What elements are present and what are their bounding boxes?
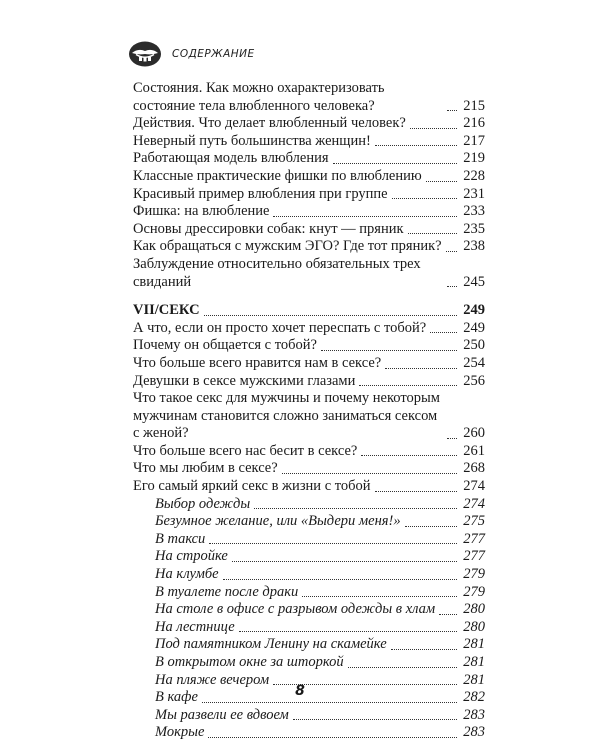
toc-entry-page: 245	[463, 273, 485, 290]
dot-leader	[375, 145, 457, 146]
toc-entry-page: 254	[463, 354, 485, 371]
toc-entry-page: 235	[463, 220, 485, 237]
toc-entry-title: Под памятником Ленину на скамейке	[155, 636, 387, 653]
toc-entry-title: Безумное желание, или «Выдери меня!»	[155, 513, 401, 530]
dot-leader	[282, 473, 457, 474]
toc-entry-title: В кафе	[155, 689, 198, 706]
toc-entry-page: 280	[463, 601, 485, 618]
dot-leader	[273, 216, 457, 217]
toc-entry-page: 281	[463, 636, 485, 653]
toc-entry	[133, 584, 485, 602]
toc-entry-page: 216	[463, 115, 485, 132]
dot-leader	[439, 614, 457, 615]
toc-entry-title: В открытом окне за шторкой	[155, 654, 344, 670]
dot-leader	[430, 332, 457, 333]
toc-entry	[133, 115, 485, 133]
page-number: 8	[295, 683, 305, 699]
dot-leader	[405, 526, 457, 527]
toc-entry	[133, 601, 485, 619]
toc-entry	[133, 566, 485, 584]
toc-entry-title: Выбор одежды	[155, 495, 251, 512]
toc-entry	[133, 724, 485, 742]
dot-leader	[410, 128, 457, 129]
toc-entry-title: Как обращаться с мужским ЭГО? Где тот пряник?	[133, 238, 442, 255]
toc-entry	[133, 654, 485, 672]
toc-entry-title: Что такое секс для мужчины и почему некоторым мужчинам становится сложно заниматься сексом с женой?	[133, 390, 440, 442]
toc-entry	[133, 496, 485, 514]
dot-leader	[254, 508, 457, 509]
toc-entry-page: 261	[463, 442, 485, 459]
toc-entry-title: Что мы любим в сексе?	[133, 460, 278, 477]
toc-entry-title: Основы дрессировки собак: кнут — пряник	[133, 220, 404, 237]
dot-leader	[392, 198, 457, 199]
lips-logo-icon	[128, 40, 162, 68]
dot-leader	[333, 163, 457, 164]
toc-entry	[133, 478, 485, 496]
dot-leader	[361, 455, 457, 456]
toc-entry	[133, 320, 485, 338]
toc-entry-page: 281	[463, 671, 485, 688]
toc-entry-title: Состояния. Как можно охарактеризовать состояние тела влюбленного человека?	[133, 80, 385, 114]
dot-leader	[348, 667, 457, 668]
toc-entry-title: Мы развели ее вдвоем	[155, 706, 289, 723]
toc-entry-title: Классные практические фишки по влюблению	[133, 167, 422, 184]
toc-entry-title: Действия. Что делает влюбленный человек?	[133, 115, 406, 132]
toc-entry	[133, 636, 485, 654]
toc-entry	[133, 707, 485, 725]
toc-entry	[133, 80, 485, 115]
toc-entry	[133, 373, 485, 391]
toc-entry	[133, 203, 485, 221]
toc-entry-title: На клумбе	[155, 566, 219, 583]
dot-leader	[208, 737, 457, 738]
dot-leader	[375, 491, 457, 492]
toc-entry	[133, 531, 485, 549]
toc-entry-title: Красивый пример влюбления при группе	[133, 185, 388, 202]
toc-entry-page: 277	[463, 548, 485, 565]
toc-entry-title: Фишка: на влюбление	[133, 203, 270, 220]
toc-entry-page: 256	[463, 372, 485, 389]
toc-entry-title: Его самый яркий секс в жизни с тобой	[133, 478, 371, 495]
toc-entry-page: 275	[463, 513, 485, 530]
toc-entry-title: Заблуждение относительно обязательных трех свиданий	[133, 255, 421, 290]
toc-entry-page: 281	[463, 654, 485, 670]
toc-entry	[133, 460, 485, 478]
toc-entry-page: 228	[463, 167, 485, 184]
dot-leader	[446, 251, 457, 252]
dot-leader	[209, 543, 457, 544]
dot-leader	[204, 315, 457, 316]
toc-entry	[133, 302, 485, 320]
toc-entry-title: Почему он общается с тобой?	[133, 337, 317, 354]
toc-entry-page: 277	[463, 530, 485, 547]
toc-entry-title: Девушки в сексе мужскими глазами	[133, 372, 356, 389]
toc-entry-page: 231	[463, 185, 485, 202]
dot-leader	[202, 702, 457, 703]
toc-entry-page: 280	[463, 618, 485, 635]
toc-entry-title: Работающая модель влюбления	[133, 150, 329, 167]
toc-entry-page: 249	[463, 302, 485, 319]
dot-leader	[293, 719, 457, 720]
table-of-contents	[133, 80, 485, 742]
toc-entry-page: 283	[463, 706, 485, 723]
toc-entry-page: 260	[463, 425, 485, 442]
toc-entry	[133, 337, 485, 355]
toc-entry-title: А что, если он просто хочет переспать с тобой?	[133, 319, 427, 336]
toc-entry-title: Неверный путь большинства женщин!	[133, 132, 371, 149]
toc-entry-title: На столе в офисе с разрывом одежды в хлам	[155, 601, 436, 618]
header-title: СОДЕРЖАНИЕ	[172, 48, 255, 60]
toc-entry-title: Мокрые	[155, 724, 205, 741]
toc-entry-page: 279	[463, 566, 485, 583]
toc-entry-title: В такси	[155, 530, 206, 547]
toc-entry	[133, 238, 485, 256]
toc-entry-page: 238	[463, 238, 485, 255]
toc-entry	[133, 133, 485, 151]
toc-entry	[133, 355, 485, 373]
page-header	[128, 40, 255, 68]
dot-leader	[321, 350, 457, 351]
dot-leader	[447, 438, 457, 439]
toc-entry	[133, 443, 485, 461]
toc-entry-title: На лестнице	[155, 618, 235, 635]
toc-entry	[133, 150, 485, 168]
toc-entry-page: 219	[463, 150, 485, 167]
toc-entry-page: 274	[463, 495, 485, 512]
toc-entry-page: 233	[463, 203, 485, 220]
toc-entry	[133, 619, 485, 637]
toc-entry-title: В туалете после драки	[155, 583, 299, 600]
toc-entry	[133, 168, 485, 186]
toc-entry	[133, 390, 485, 443]
dot-leader	[302, 596, 457, 597]
toc-entry-title: На стройке	[155, 548, 228, 565]
toc-entry-page: 250	[463, 337, 485, 354]
toc-entry-page: 215	[463, 97, 485, 114]
dot-leader	[223, 579, 457, 580]
toc-entry-page: 217	[463, 132, 485, 149]
toc-entry	[133, 548, 485, 566]
toc-entry	[133, 256, 485, 291]
toc-entry-page: 274	[463, 478, 485, 495]
toc-entry	[133, 186, 485, 204]
toc-entry-page: 283	[463, 724, 485, 741]
dot-leader	[232, 561, 457, 562]
toc-entry-title: На пляже вечером	[155, 671, 270, 688]
toc-entry-page: 282	[463, 689, 485, 706]
dot-leader	[359, 385, 457, 386]
toc-entry	[133, 513, 485, 531]
dot-leader	[385, 368, 457, 369]
toc-entry-title: Что больше всего нравится нам в сексе?	[133, 354, 382, 371]
toc-entry-page: 268	[463, 460, 485, 477]
dot-leader	[447, 110, 457, 111]
dot-leader	[408, 233, 457, 234]
toc-entry	[133, 221, 485, 239]
dot-leader	[426, 181, 457, 182]
toc-entry-page: 279	[463, 583, 485, 600]
dot-leader	[391, 649, 457, 650]
toc-entry-title: Что больше всего нас бесит в сексе?	[133, 442, 358, 459]
dot-leader	[239, 631, 457, 632]
toc-entry-title: VII/СЕКС	[133, 302, 200, 319]
dot-leader	[447, 286, 457, 287]
toc-entry-page: 249	[463, 319, 485, 336]
